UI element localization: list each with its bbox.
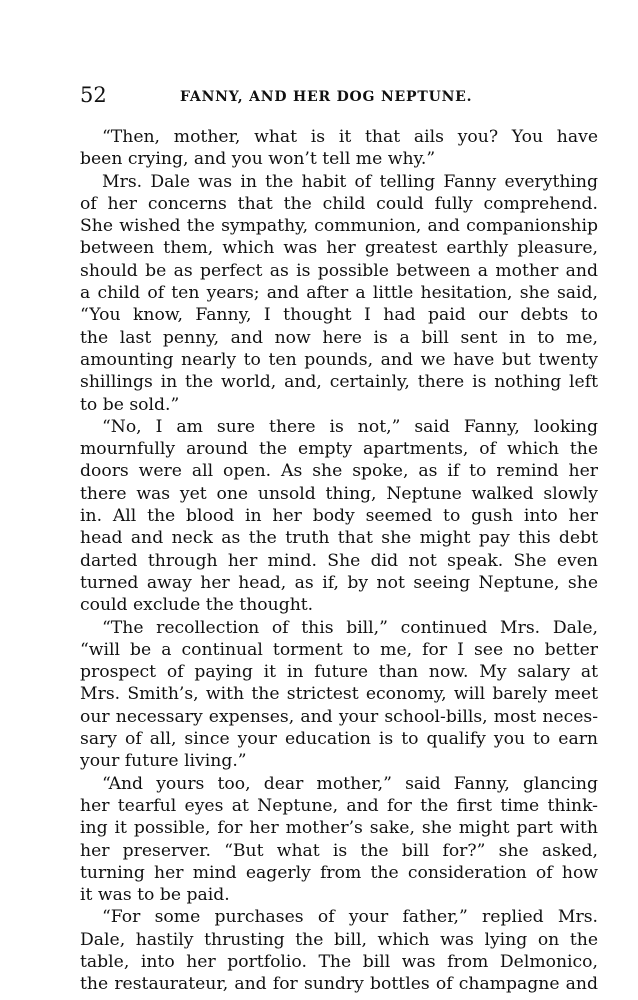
text-line: mournfully around the empty apartments, of which the bbox=[80, 439, 598, 460]
text-line: doors were all open. As she spoke, as if to remind her bbox=[80, 461, 598, 482]
text-line: turned away her head, as if, by not seeing Neptune, she bbox=[80, 572, 598, 593]
text-line: been crying, and you won’t tell me why.” bbox=[80, 149, 436, 170]
text-line: should be as perfect as is possible between a mother and bbox=[80, 260, 598, 281]
text-line: She wished the sympathy, communion, and companionship bbox=[80, 216, 598, 237]
text-line: could exclude the thought. bbox=[80, 595, 314, 616]
text-line: Mrs. Smith’s, with the strictest economy, will barely meet bbox=[80, 684, 598, 705]
text-line: in. All the blood in her body seemed to gush into her bbox=[80, 506, 598, 527]
text-line: turning her mind eagerly from the consideration of how bbox=[80, 862, 598, 883]
text-line: darted through her mind. She did not speak. She even bbox=[80, 550, 598, 571]
text-line: table, into her portfolio. The bill was from Delmonico, bbox=[80, 951, 598, 972]
text-line: the last penny, and now here is a bill sent in to me, bbox=[80, 327, 598, 348]
body-text bbox=[80, 126, 598, 996]
text-line: to be sold.” bbox=[80, 394, 180, 415]
text-line: “And yours too, dear mother,” said Fanny, glancing bbox=[102, 773, 598, 794]
text-line: her preserver. “But what is the bill for?” she asked, bbox=[80, 840, 598, 861]
text-line: “will be a continual torment to me, for I see no better bbox=[80, 639, 598, 660]
text-line: there was yet one unsold thing, Neptune walked slowly bbox=[80, 483, 598, 504]
text-line: between them, which was her greatest earthly pleasure, bbox=[80, 238, 598, 259]
text-line: a child of ten years; and after a little hesitation, she said, bbox=[80, 283, 598, 304]
page-number: 52 bbox=[80, 83, 107, 107]
text-line: “For some purchases of your father,” replied Mrs. bbox=[102, 907, 598, 928]
text-line: amounting nearly to ten pounds, and we have but twenty bbox=[80, 349, 598, 370]
text-line: her tearful eyes at Neptune, and for the first time think- bbox=[80, 795, 598, 816]
text-line: “The recollection of this bill,” continued Mrs. Dale, bbox=[102, 617, 598, 638]
text-line: ing it possible, for her mother’s sake, she might part with bbox=[80, 818, 598, 839]
text-line: prospect of paying it in future than now. My salary at bbox=[80, 662, 598, 683]
text-line: the restaurateur, and for sundry bottles of champagne and bbox=[80, 974, 598, 995]
text-line: of her concerns that the child could fully comprehend. bbox=[80, 193, 598, 214]
text-line: head and neck as the truth that she might pay this debt bbox=[80, 528, 598, 549]
text-line: our necessary expenses, and your school-bills, most neces- bbox=[80, 706, 598, 727]
text-line: sary of all, since your education is to qualify you to earn bbox=[80, 729, 598, 750]
text-line: “You know, Fanny, I thought I had paid our debts to bbox=[80, 305, 598, 326]
running-title: FANNY, AND HER DOG NEPTUNE. bbox=[180, 89, 473, 105]
text-line: Mrs. Dale was in the habit of telling Fanny everything bbox=[102, 171, 598, 192]
text-line: your future living.” bbox=[80, 751, 247, 772]
page-header bbox=[80, 80, 600, 110]
text-line: it was to be paid. bbox=[80, 885, 230, 906]
text-line: shillings in the world, and, certainly, there is nothing left bbox=[80, 372, 598, 393]
text-line: Dale, hastily thrusting the bill, which was lying on the bbox=[80, 929, 598, 950]
text-line: “No, I am sure there is not,” said Fanny, looking bbox=[102, 416, 598, 437]
text-line: “Then, mother, what is it that ails you? You have bbox=[102, 127, 598, 147]
